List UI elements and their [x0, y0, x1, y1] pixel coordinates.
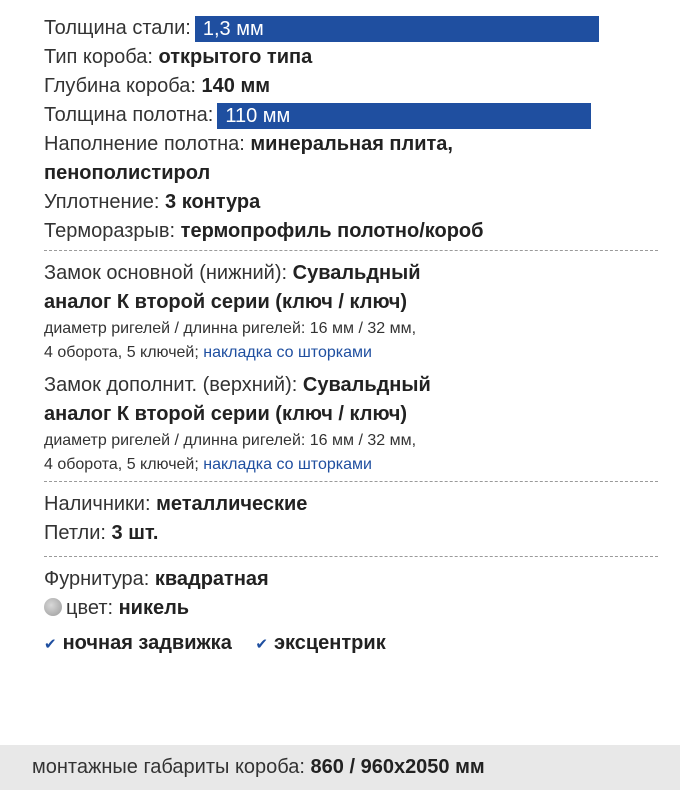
divider	[44, 481, 658, 482]
thermal-break-label: Терморазрыв:	[44, 220, 176, 242]
leaf-filling-row-2	[44, 159, 658, 188]
main-lock-value-1: Сувальдный	[292, 262, 421, 284]
frame-type-label: Тип короба:	[44, 46, 153, 68]
main-lock-label: Замок основной (нижний):	[44, 262, 288, 284]
frame-depth-value: 140 мм	[201, 75, 271, 97]
divider	[44, 250, 658, 251]
casings-row	[44, 490, 658, 519]
extra-lock-label: Замок дополнит. (верхний):	[44, 374, 298, 396]
extra-lock-value-1: Сувальдный	[302, 374, 431, 396]
hinges-row	[44, 519, 658, 548]
main-lock-detail-2: 4 оборота, 5 ключей;	[44, 344, 199, 361]
casings-label: Наличники:	[44, 493, 151, 515]
leaf-thickness-value: 110 мм	[217, 103, 591, 129]
extra-lock-row	[44, 371, 658, 400]
color-row	[44, 594, 658, 623]
feature-label: ночная задвижка	[62, 632, 232, 654]
fittings-value: квадратная	[154, 568, 269, 590]
main-lock-detail-row-2	[44, 341, 658, 365]
thermal-break-value: термопрофиль полотно/короб	[180, 220, 484, 242]
main-lock-row-2	[44, 288, 658, 317]
divider	[44, 556, 658, 557]
leaf-filling-row	[44, 130, 658, 159]
color-value: никель	[118, 597, 190, 619]
hinges-value: 3 шт.	[111, 522, 159, 544]
extra-lock-detail-row-2	[44, 453, 658, 477]
steel-thickness-row	[44, 14, 658, 43]
feature-item	[255, 629, 385, 659]
fittings-row	[44, 565, 658, 594]
fittings-label: Фурнитура:	[44, 568, 150, 590]
features-list	[44, 629, 658, 658]
leaf-thickness-label: Толщина полотна:	[44, 104, 214, 126]
hinges-label: Петли:	[44, 522, 106, 544]
steel-thickness-label: Толщина стали:	[44, 17, 191, 39]
nickel-swatch-icon	[44, 598, 62, 616]
frame-type-row	[44, 43, 658, 72]
leaf-thickness-row	[44, 101, 658, 130]
extra-lock-detail-2: 4 оборота, 5 ключей;	[44, 456, 199, 473]
mounting-dimensions-label: монтажные габариты короба:	[32, 756, 305, 778]
spec-sheet	[44, 14, 658, 658]
mounting-dimensions-bar	[0, 745, 680, 790]
mounting-dimensions-value: 860 / 960x2050 мм	[310, 756, 485, 778]
main-lock-row	[44, 259, 658, 288]
check-icon: ✔	[255, 636, 268, 653]
leaf-filling-value-1: минеральная плита,	[250, 133, 453, 155]
extra-lock-block	[44, 371, 658, 477]
frame-depth-row	[44, 72, 658, 101]
frame-type-value: открытого типа	[158, 46, 313, 68]
extra-lock-row-2	[44, 400, 658, 429]
extra-lock-link[interactable]: накладка со шторками	[203, 456, 372, 473]
main-lock-block	[44, 259, 658, 365]
feature-label: эксцентрик	[273, 632, 386, 654]
leaf-filling-label: Наполнение полотна:	[44, 133, 245, 155]
thermal-break-row	[44, 217, 658, 246]
color-label: цвет:	[66, 597, 114, 619]
main-lock-detail-1: диаметр ригелей / длинна ригелей: 16 мм / 32 мм,	[44, 320, 417, 337]
frame-depth-label: Глубина короба:	[44, 75, 196, 97]
feature-item	[44, 629, 232, 659]
extra-lock-detail-1: диаметр ригелей / длинна ригелей: 16 мм / 32 мм,	[44, 432, 417, 449]
sealing-row	[44, 188, 658, 217]
steel-thickness-value: 1,3 мм	[195, 16, 599, 42]
check-icon: ✔	[44, 636, 57, 653]
sealing-label: Уплотнение:	[44, 191, 160, 213]
extra-lock-value-2: аналог К второй серии (ключ / ключ)	[44, 403, 408, 425]
leaf-filling-value-2: пенополистирол	[44, 162, 211, 184]
casings-value: металлические	[156, 493, 308, 515]
main-lock-value-2: аналог К второй серии (ключ / ключ)	[44, 291, 408, 313]
main-lock-link[interactable]: накладка со шторками	[203, 344, 372, 361]
sealing-value: 3 контура	[165, 191, 261, 213]
